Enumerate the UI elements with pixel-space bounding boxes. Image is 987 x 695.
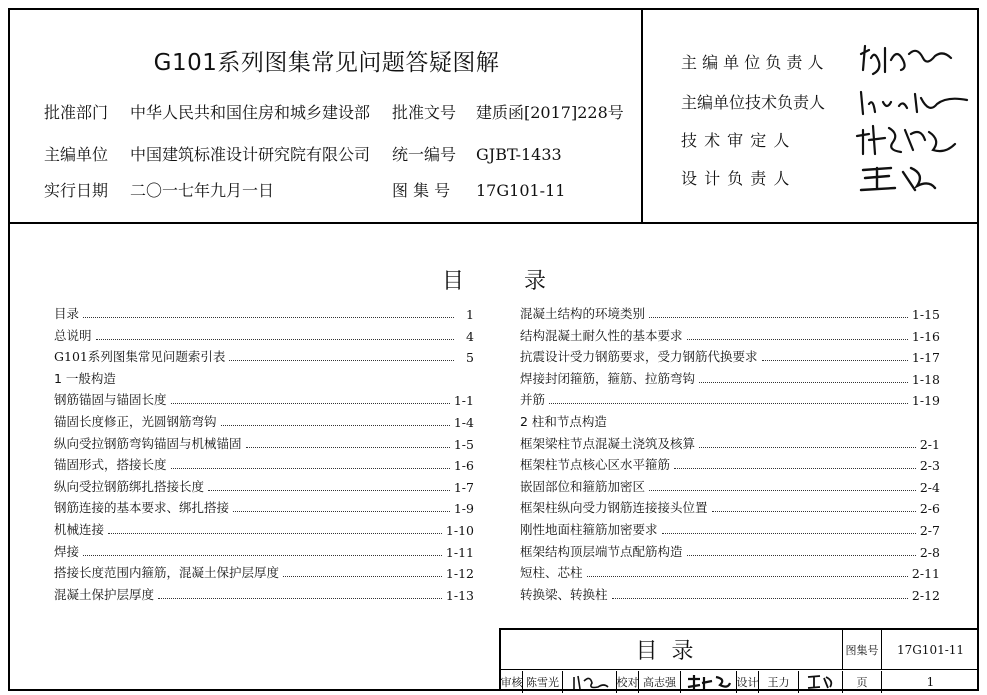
toc-entry-page: 2-6 [919, 501, 940, 517]
toc-leader-dots [687, 555, 916, 556]
toc-entry-title: 并筋 [520, 392, 546, 408]
atlas-no-label: 图 集 号 [392, 181, 451, 200]
toc-entry [54, 540, 474, 560]
effective-date-label: 实行日期 [44, 181, 109, 200]
toc-entry-page: 2-7 [919, 523, 940, 538]
toc-entry [520, 518, 940, 538]
toc-leader-dots [762, 360, 908, 361]
signature-tech-director [855, 84, 975, 120]
toc-entry-page: 2-1 [919, 436, 940, 452]
toc-entry-title: G101系列图集常见问题索引表 [54, 349, 226, 365]
toc-leader-dots [712, 511, 916, 512]
toc-entry-page: 4 [466, 328, 474, 344]
toc-leader-dots [83, 317, 454, 318]
toc-section-heading [520, 410, 940, 430]
toc-entry-title: 框架结构顶层端节点配筋构造 [520, 543, 683, 559]
toc-entry-page: 1-5 [453, 436, 474, 452]
toc-leader-dots [674, 468, 916, 469]
toc-entry-title: 锚固形式，搭接长度 [54, 457, 167, 473]
toc-leader-dots [687, 339, 908, 340]
toc-entry-title: 框架柱纵向受力钢筋连接接头位置 [520, 500, 708, 516]
approve-dept-value: 中华人民共和国住房和城乡建设部 [130, 103, 371, 122]
toc-entry-title: 转换梁、转换柱 [520, 586, 608, 602]
toc-entry [520, 388, 940, 408]
toc-entry-title: 总说明 [54, 327, 92, 343]
toc-entry-title: 结构混凝土耐久性的基本要求 [520, 327, 683, 343]
toc-entry-page: 1-6 [453, 458, 474, 474]
drawing-frame [8, 8, 979, 691]
effective-date-value: 二〇一七年九月一日 [130, 181, 275, 200]
check-signature [681, 671, 737, 693]
toc-leader-dots [171, 468, 450, 469]
toc-entry-title: 框架柱节点核心区水平箍筋 [520, 457, 671, 473]
toc-entry [520, 496, 940, 516]
toc-entry [54, 388, 474, 408]
toc-entry-page: 1-17 [911, 350, 940, 366]
responsible-role: 技 术 审 定 人 [681, 131, 791, 150]
toc-entry-page: 2-3 [919, 458, 940, 474]
toc-leader-dots [649, 490, 916, 491]
toc-entry-title: 嵌固部位和箍筋加密区 [520, 478, 646, 494]
toc-leader-dots [649, 317, 908, 318]
unified-no-row [392, 142, 562, 165]
toc-entry [520, 302, 940, 322]
review-signature-glyph [570, 673, 610, 691]
toc-entry-page: 5 [466, 350, 474, 366]
toc-entry-page: 1-7 [453, 479, 474, 495]
toc-entry-title: 抗震设计受力钢筋要求，受力钢筋代换要求 [520, 349, 758, 365]
toc-title-left: 目 [442, 269, 465, 294]
toc-leader-dots [233, 511, 450, 512]
toc-entry-page: 2-11 [911, 566, 940, 582]
toc-entry-title: 混凝土结构的环境类别 [520, 306, 646, 321]
toc-entry [54, 475, 474, 495]
review-signature [563, 671, 617, 693]
toc-entry [54, 432, 474, 452]
toc-entry [54, 345, 474, 365]
editor-unit-row [44, 142, 370, 165]
title-block-main: 目录 [501, 630, 843, 670]
toc-entry [520, 432, 940, 452]
toc-entry-title: 1 一般构造 [54, 370, 116, 386]
toc-entry-title: 焊接 [54, 543, 80, 559]
responsibles-block [645, 10, 977, 222]
toc-entry-page: 1-4 [453, 415, 474, 430]
check-signature-glyph [686, 673, 732, 691]
toc-leader-dots [699, 447, 916, 448]
toc-leader-dots [96, 339, 454, 340]
toc-entry [520, 453, 940, 473]
page-label: 页 [843, 671, 882, 693]
toc-entry-title: 钢筋连接的基本要求、绑扎搭接 [54, 500, 230, 516]
title-block [499, 628, 977, 691]
toc-entry-title: 目录 [54, 306, 80, 321]
approve-dept-label: 批准部门 [44, 103, 109, 122]
toc-entry-page: 2-8 [919, 544, 940, 560]
toc-entry-title: 框架梁柱节点混凝土浇筑及核算 [520, 435, 696, 451]
document-title: G101系列图集常见问题答疑图解 [153, 50, 500, 76]
toc-section-heading [54, 367, 474, 387]
toc-entry-page: 1-18 [911, 371, 940, 387]
toc-entry [520, 345, 940, 365]
effective-date-row [44, 178, 274, 201]
toc-leader-dots [83, 555, 442, 556]
check-name: 高志强 [639, 671, 681, 693]
toc-entry-page: 1-15 [911, 307, 940, 322]
toc-entry [54, 453, 474, 473]
toc-entry-title: 纵向受拉钢筋弯钩锚固与机械锚固 [54, 435, 242, 451]
design-name: 王力 [759, 671, 799, 693]
toc-entry [520, 324, 940, 344]
toc-entry-title: 焊接封闭箍筋，箍筋、拉筋弯钩 [520, 370, 696, 386]
toc-entry [54, 302, 474, 322]
toc-leader-dots [208, 490, 450, 491]
toc-entry-page: 1-10 [445, 523, 474, 538]
toc-entry-page: 1-11 [445, 544, 474, 560]
toc-leader-dots [612, 598, 908, 599]
page-value: 1 [926, 675, 935, 689]
signature-design-lead [855, 160, 955, 196]
editor-unit-value: 中国建筑标准设计研究院有限公司 [130, 145, 371, 164]
unified-no-label: 统一编号 [392, 145, 457, 164]
design-signature [799, 671, 843, 693]
design-label: 设计 [737, 671, 759, 693]
design-signature-glyph [806, 673, 836, 691]
review-label: 审核 [501, 671, 523, 693]
toc-entry [520, 583, 940, 603]
toc-leader-dots [699, 382, 908, 383]
toc-entry-page: 1-1 [453, 393, 474, 409]
toc-entry [520, 540, 940, 560]
toc-leader-dots [221, 425, 450, 426]
editor-unit-label: 主编单位 [44, 145, 109, 164]
toc-entry-page: 1-19 [911, 393, 940, 409]
toc-leader-dots [246, 447, 450, 448]
toc-entry-page: 1-13 [445, 587, 474, 603]
toc-entry-page: 1-12 [445, 566, 474, 582]
header-info [10, 10, 643, 222]
toc-entry-title: 纵向受拉钢筋绑扎搭接长度 [54, 478, 205, 494]
toc-entry-title: 搭接长度范围内箍筋，混凝土保护层厚度 [54, 565, 280, 581]
toc-entry-title: 短柱、芯柱 [520, 565, 583, 581]
approve-doc-label: 批准文号 [392, 103, 457, 122]
responsible-role: 设 计 负 责 人 [681, 169, 791, 188]
approve-dept-row [44, 100, 370, 123]
toc-leader-dots [283, 576, 442, 577]
signature-reviewer [855, 120, 965, 160]
toc-entry [54, 410, 474, 430]
toc-entry-title: 钢筋锚固与锚固长度 [54, 392, 167, 408]
toc-entry [520, 561, 940, 581]
header-block [10, 10, 977, 224]
toc-entry-page: 2-4 [919, 479, 940, 495]
responsible-role: 主 编 单 位 负 责 人 [681, 53, 824, 72]
toc-leader-dots [108, 533, 442, 534]
atlas-value-cell: 17G101-11 [882, 630, 979, 670]
toc-entry [54, 518, 474, 538]
check-label: 校对 [617, 671, 639, 693]
toc-entry-title: 刚性地面柱箍筋加密要求 [520, 522, 658, 537]
toc-entry-title: 2 柱和节点构造 [520, 414, 607, 429]
toc-entry-page: 1-16 [911, 328, 940, 344]
toc-entry-page: 2-12 [911, 587, 940, 603]
approve-doc-row [392, 100, 624, 123]
toc-leader-dots [158, 598, 442, 599]
toc-entry-page: 1 [466, 307, 474, 322]
toc-entry-title: 机械连接 [54, 522, 105, 537]
toc-entry [520, 367, 940, 387]
atlas-no-value: 17G101-11 [476, 181, 566, 200]
toc-leader-dots [587, 576, 908, 577]
toc-entry [54, 561, 474, 581]
toc-entry-page: 1-9 [453, 501, 474, 517]
signature-chief-editor [855, 40, 965, 80]
atlas-no-row [392, 178, 565, 201]
toc-entry [54, 583, 474, 603]
toc-entry-title: 锚固长度修正，光圆钢筋弯钩 [54, 414, 217, 429]
toc-title-right: 录 [524, 269, 547, 294]
atlas-label-cell: 图集号 [843, 630, 882, 670]
toc-leader-dots [662, 533, 916, 534]
approve-doc-value: 建质函[2017]228号 [476, 103, 624, 122]
toc-entry [520, 475, 940, 495]
toc-leader-dots [229, 360, 454, 361]
toc-entry-title: 混凝土保护层厚度 [54, 586, 155, 602]
review-name: 陈雪光 [523, 671, 563, 693]
toc-entry [54, 496, 474, 516]
responsible-role: 主编单位技术负责人 [681, 93, 826, 112]
toc-leader-dots [171, 403, 450, 404]
toc-entry [54, 324, 474, 344]
toc-leader-dots [549, 403, 908, 404]
unified-no-value: GJBT-1433 [476, 145, 562, 164]
